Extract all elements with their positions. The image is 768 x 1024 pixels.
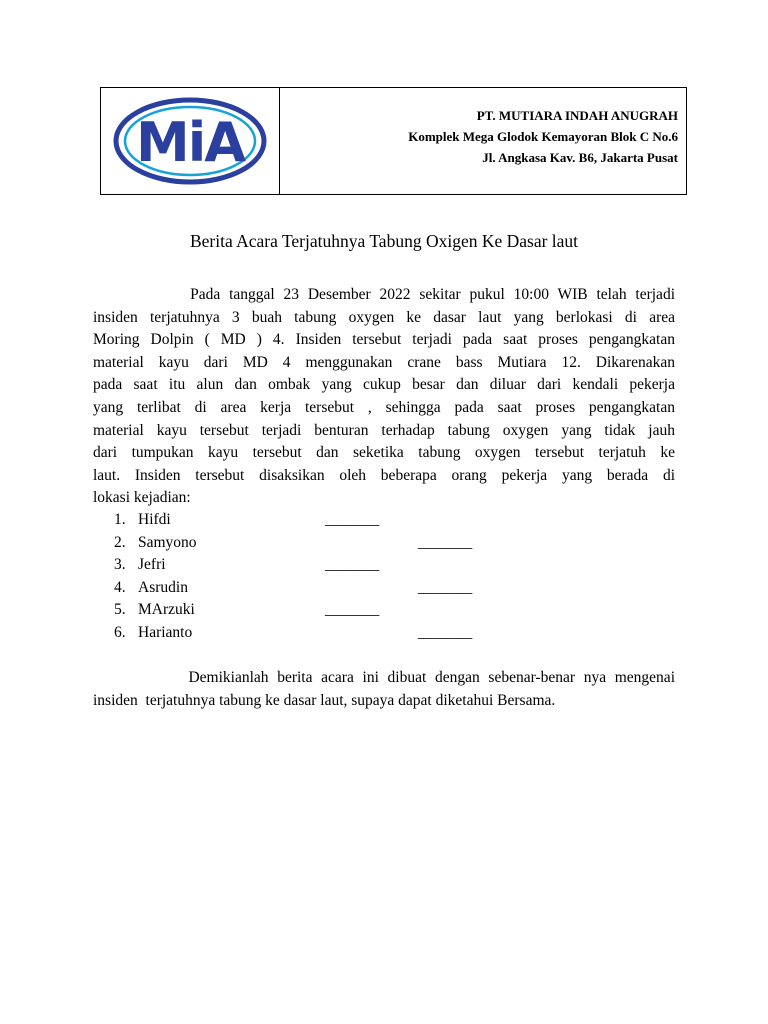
witness-list [93, 509, 513, 645]
witness-item [93, 599, 513, 622]
paragraph-line: lokasi kejadian: [93, 489, 191, 507]
signature-line: _______ [418, 533, 473, 551]
witness-number: 6. [114, 623, 126, 641]
company-logo [113, 97, 267, 185]
witness-item [93, 622, 513, 645]
incident-paragraph [93, 284, 675, 510]
paragraph-line: Pada tanggal 23 Desember 2022 sekitar pukul 10:00 WIB telah terjadi [93, 286, 675, 303]
paragraph-line: insiden terjatuhnya tabung ke dasar laut, supaya dapat diketahui Bersama. [93, 691, 556, 709]
witness-number: 2. [114, 533, 126, 551]
witness-name: Jefri [138, 556, 166, 574]
witness-name: Asrudin [138, 578, 188, 596]
witness-name: Samyono [138, 533, 197, 551]
witness-item [93, 554, 513, 577]
signature-line: _______ [325, 511, 380, 528]
paragraph-line: insiden terjatuhnya 3 buah tabung oxygen ke dasar laut yang berlokasi di area [93, 308, 675, 326]
witness-name: Hifdi [138, 511, 171, 528]
paragraph-line: Demikianlah berita acara ini dibuat dengan sebenar-benar nya mengenai [93, 669, 675, 686]
witness-number: 5. [114, 601, 126, 619]
witness-number: 1. [114, 511, 126, 528]
witness-item [93, 509, 513, 532]
company-info [280, 88, 686, 194]
company-address-line2: Jl. Angkasa Kav. B6, Jakarta Pusat [482, 150, 678, 165]
letterhead [100, 87, 687, 195]
signature-line: _______ [418, 623, 473, 641]
signature-line: _______ [325, 601, 380, 619]
witness-number: 3. [114, 556, 126, 574]
paragraph-line: Moring Dolpin ( MD ) 4. Insiden tersebut terjadi pada saat proses pengangkatan [93, 331, 675, 349]
witness-item [93, 577, 513, 600]
closing-paragraph [93, 667, 675, 712]
paragraph-line: laut. Insiden tersebut disaksikan oleh beberapa orang pekerja yang berada di [93, 466, 675, 484]
paragraph-line: dari tumpukan kayu tersebut dan seketika tabung oxygen tersebut terjatuh ke [93, 444, 675, 462]
signature-line: _______ [418, 578, 473, 596]
paragraph-line: yang terlibat di area kerja tersebut , sehingga pada saat proses pengangkatan [93, 398, 675, 416]
logo-text: MiA [135, 111, 245, 174]
signature-line: _______ [325, 556, 380, 574]
company-address-line1: Komplek Mega Glodok Kemayoran Blok C No.6 [408, 129, 678, 144]
witness-name: MArzuki [138, 601, 195, 619]
witness-item [93, 532, 513, 555]
paragraph-line: material kayu dari MD 4 menggunakan crane bass Mutiara 12. Dikarenakan [93, 353, 675, 371]
witness-number: 4. [114, 578, 126, 596]
document-title: Berita Acara Terjatuhnya Tabung Oxigen Ke Dasar laut [189, 231, 579, 251]
logo-cell [101, 88, 280, 194]
paragraph-line: material kayu tersebut terjadi benturan terhadap tabung oxygen yang tidak jauh [93, 421, 675, 439]
paragraph-line: pada saat itu alun dan ombak yang cukup besar dan diluar dari kendali pekerja [93, 376, 675, 394]
witness-name: Harianto [138, 623, 193, 641]
company-name: PT. MUTIARA INDAH ANUGRAH [476, 108, 678, 123]
